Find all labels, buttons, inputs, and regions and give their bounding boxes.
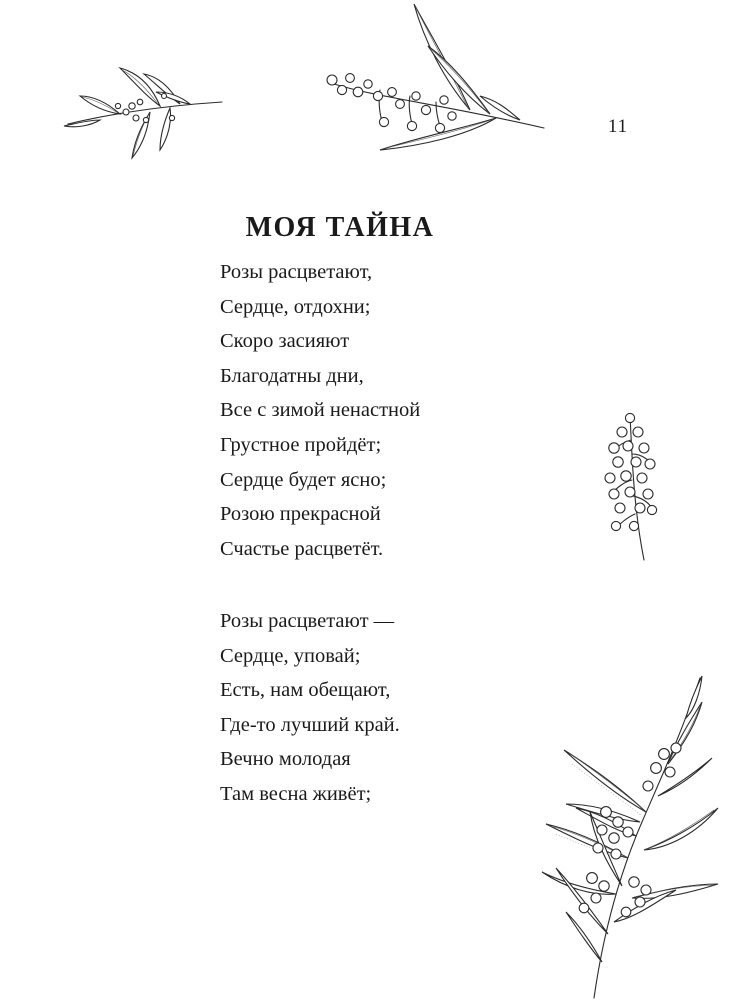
- poem-line: Грустное пройдёт;: [220, 433, 382, 456]
- poem-stanza-1: [220, 255, 420, 566]
- mimosa-branch-icon: [320, 0, 550, 156]
- poem-line: Там весна живёт;: [220, 782, 372, 805]
- poem-line: Сердце, отдохни;: [220, 295, 371, 318]
- mimosa-sprig-icon: [60, 62, 226, 162]
- page-number: 11: [607, 116, 629, 137]
- poem-line: Сердце будет ясно;: [220, 468, 387, 491]
- mimosa-flower-cluster-icon: [600, 410, 664, 562]
- poem-line: Розы расцветают,: [220, 261, 373, 283]
- mimosa-large-branch-icon: [536, 672, 726, 998]
- poem-line: Счастье расцветёт.: [220, 537, 384, 560]
- poem-line: Вечно молодая: [220, 748, 351, 771]
- poem-line: Розою прекрасной: [220, 503, 381, 526]
- poem-stanza-2: [220, 604, 400, 812]
- poem-line: Скоро засияют: [220, 330, 350, 353]
- poem-title: МОЯ ТАЙНА: [245, 212, 435, 243]
- poem-line: Благодатны дни,: [220, 364, 364, 387]
- poem-line: Где-то лучший край.: [220, 713, 400, 736]
- poem-line: Розы расцветают —: [220, 610, 395, 632]
- poem-line: Сердце, уповай;: [220, 644, 361, 667]
- poem-line: Есть, нам обещают,: [220, 679, 391, 702]
- poem-line: Все с зимой ненастной: [220, 399, 421, 422]
